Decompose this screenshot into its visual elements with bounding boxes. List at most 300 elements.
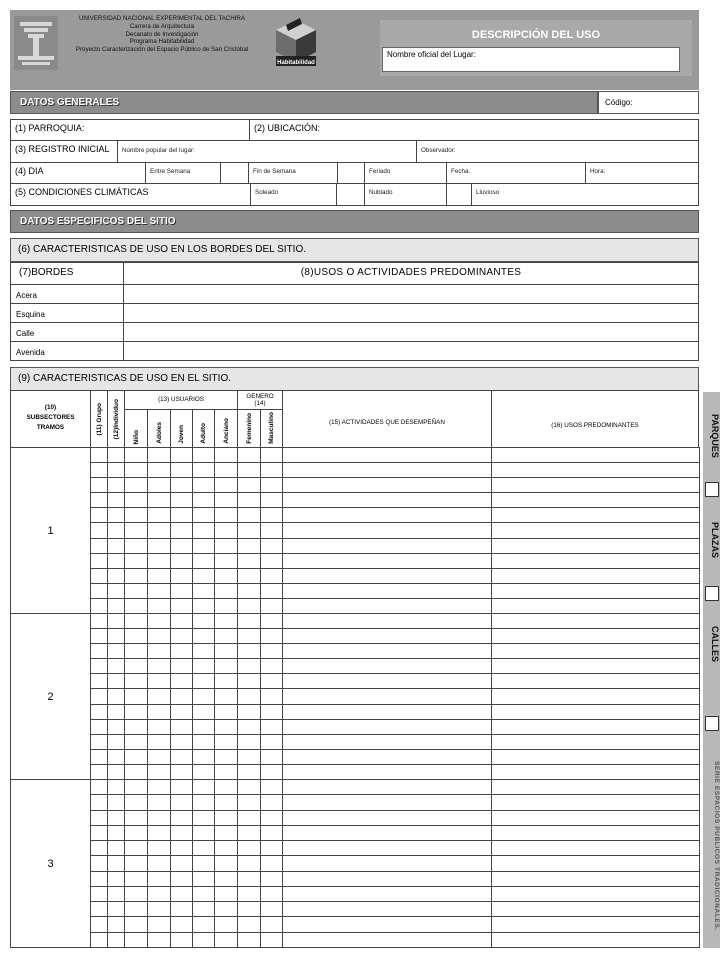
table-cell[interactable] [214,688,238,705]
table-cell[interactable] [147,462,171,478]
table-cell[interactable] [170,507,193,523]
table-cell[interactable] [90,916,108,933]
table-cell[interactable] [282,522,492,539]
table-cell[interactable] [214,628,238,644]
table-cell[interactable] [214,855,238,872]
table-cell[interactable] [192,568,215,584]
table-cell[interactable] [214,673,238,689]
table-cell[interactable] [214,643,238,659]
table-cell[interactable] [170,613,193,629]
table-cell[interactable] [214,840,238,856]
table-cell[interactable] [147,688,171,705]
table-cell[interactable] [170,462,193,478]
table-cell[interactable] [107,840,125,856]
table-cell[interactable] [237,794,261,811]
table-cell[interactable] [170,538,193,554]
table-cell[interactable] [282,901,492,917]
table-cell[interactable] [90,522,108,539]
table-cell[interactable] [107,477,125,493]
table-cell[interactable] [90,840,108,856]
table-cell[interactable] [192,643,215,659]
table-cell[interactable] [237,462,261,478]
table-cell[interactable] [214,886,238,902]
table-cell[interactable] [192,628,215,644]
table-cell[interactable] [214,447,238,463]
table-cell[interactable] [147,794,171,811]
table-cell[interactable] [491,794,700,811]
table-cell[interactable] [260,932,283,948]
table-cell[interactable] [124,568,148,584]
table-cell[interactable] [124,628,148,644]
table-cell[interactable] [192,871,215,887]
table-cell[interactable] [170,779,193,795]
table-cell[interactable] [90,613,108,629]
table-cell[interactable] [192,810,215,826]
table-cell[interactable] [282,492,492,508]
table-cell[interactable] [491,492,700,508]
table-cell[interactable] [491,779,700,795]
table-cell[interactable] [124,855,148,872]
table-cell[interactable] [214,719,238,735]
table-cell[interactable] [170,643,193,659]
parroquia-field[interactable]: (1) PARROQUIA: [10,119,250,141]
table-cell[interactable] [282,840,492,856]
table-cell[interactable] [147,825,171,841]
table-cell[interactable] [124,764,148,780]
table-cell[interactable] [90,462,108,478]
table-cell[interactable] [237,477,261,493]
table-cell[interactable] [90,764,108,780]
table-cell[interactable] [237,901,261,917]
table-cell[interactable] [192,598,215,614]
table-cell[interactable] [170,704,193,720]
table-cell[interactable] [90,688,108,705]
table-cell[interactable] [107,810,125,826]
table-cell[interactable] [107,688,125,705]
table-cell[interactable] [237,855,261,872]
table-cell[interactable] [124,688,148,705]
table-cell[interactable] [237,658,261,674]
table-cell[interactable] [147,643,171,659]
table-cell[interactable] [90,901,108,917]
table-cell[interactable] [237,719,261,735]
table-cell[interactable] [192,779,215,795]
table-cell[interactable] [124,871,148,887]
table-cell[interactable] [192,477,215,493]
table-cell[interactable] [170,734,193,750]
borde-usos-field[interactable] [123,284,699,304]
table-cell[interactable] [237,688,261,705]
table-cell[interactable] [124,810,148,826]
table-cell[interactable] [170,932,193,948]
table-cell[interactable] [192,749,215,765]
table-cell[interactable] [147,764,171,780]
table-cell[interactable] [282,794,492,811]
table-cell[interactable] [214,871,238,887]
table-cell[interactable] [124,704,148,720]
table-cell[interactable] [282,855,492,872]
table-cell[interactable] [147,492,171,508]
table-cell[interactable] [147,855,171,872]
table-cell[interactable] [124,643,148,659]
table-cell[interactable] [214,477,238,493]
table-cell[interactable] [491,598,700,614]
table-cell[interactable] [214,598,238,614]
table-cell[interactable] [147,522,171,539]
table-cell[interactable] [90,598,108,614]
table-cell[interactable] [124,932,148,948]
table-cell[interactable] [214,749,238,765]
table-cell[interactable] [147,613,171,629]
codigo-field[interactable] [598,91,699,114]
table-cell[interactable] [214,916,238,933]
table-cell[interactable] [147,840,171,856]
table-cell[interactable] [192,583,215,599]
table-cell[interactable] [282,673,492,689]
table-cell[interactable] [147,704,171,720]
table-cell[interactable] [491,658,700,674]
table-cell[interactable] [192,734,215,750]
table-cell[interactable] [192,855,215,872]
table-cell[interactable] [237,916,261,933]
table-cell[interactable] [124,825,148,841]
table-cell[interactable] [237,538,261,554]
table-cell[interactable] [107,871,125,887]
table-cell[interactable] [491,507,700,523]
table-cell[interactable] [282,477,492,493]
table-cell[interactable] [491,734,700,750]
table-cell[interactable] [147,810,171,826]
table-cell[interactable] [90,825,108,841]
table-cell[interactable] [260,825,283,841]
table-cell[interactable] [147,477,171,493]
table-cell[interactable] [107,583,125,599]
table-cell[interactable] [237,840,261,856]
table-cell[interactable] [282,688,492,705]
table-cell[interactable] [282,462,492,478]
table-cell[interactable] [192,764,215,780]
table-cell[interactable] [147,658,171,674]
table-cell[interactable] [282,553,492,569]
table-cell[interactable] [90,553,108,569]
table-cell[interactable] [260,553,283,569]
table-cell[interactable] [214,492,238,508]
table-cell[interactable] [491,447,700,463]
table-cell[interactable] [282,568,492,584]
table-cell[interactable] [124,673,148,689]
table-cell[interactable] [260,462,283,478]
table-cell[interactable] [237,871,261,887]
table-cell[interactable] [491,764,700,780]
table-cell[interactable] [282,825,492,841]
table-cell[interactable] [260,522,283,539]
fecha-field[interactable]: Fecha: [446,162,586,184]
table-cell[interactable] [260,886,283,902]
table-cell[interactable] [192,538,215,554]
table-cell[interactable] [491,704,700,720]
table-cell[interactable] [147,719,171,735]
table-cell[interactable] [192,886,215,902]
table-cell[interactable] [282,749,492,765]
table-cell[interactable] [124,553,148,569]
table-cell[interactable] [282,538,492,554]
table-cell[interactable] [282,658,492,674]
table-cell[interactable] [192,688,215,705]
table-cell[interactable] [107,643,125,659]
table-cell[interactable] [260,719,283,735]
table-cell[interactable] [237,522,261,539]
table-cell[interactable] [107,507,125,523]
table-cell[interactable] [192,673,215,689]
nublado-checkbox[interactable] [446,183,472,206]
table-cell[interactable] [214,583,238,599]
table-cell[interactable] [170,871,193,887]
nombre-popular-field[interactable]: Nombre popular del lugar: [117,140,417,163]
table-cell[interactable] [260,764,283,780]
table-cell[interactable] [170,825,193,841]
table-cell[interactable] [124,734,148,750]
table-cell[interactable] [491,477,700,493]
table-cell[interactable] [214,522,238,539]
table-cell[interactable] [491,901,700,917]
table-cell[interactable] [107,613,125,629]
table-cell[interactable] [237,932,261,948]
table-cell[interactable] [260,658,283,674]
table-cell[interactable] [192,901,215,917]
table-cell[interactable] [170,628,193,644]
table-cell[interactable] [260,643,283,659]
table-cell[interactable] [260,916,283,933]
hora-field[interactable]: Hora: [585,162,699,184]
table-cell[interactable] [90,886,108,902]
table-cell[interactable] [214,764,238,780]
table-cell[interactable] [192,613,215,629]
table-cell[interactable] [237,704,261,720]
table-cell[interactable] [107,553,125,569]
table-cell[interactable] [107,538,125,554]
table-cell[interactable] [170,673,193,689]
table-cell[interactable] [214,779,238,795]
table-cell[interactable] [237,749,261,765]
table-cell[interactable] [90,810,108,826]
table-cell[interactable] [147,749,171,765]
table-cell[interactable] [491,553,700,569]
table-cell[interactable] [124,749,148,765]
table-cell[interactable] [282,719,492,735]
table-cell[interactable] [214,810,238,826]
table-cell[interactable] [260,901,283,917]
table-cell[interactable] [147,538,171,554]
table-cell[interactable] [192,522,215,539]
table-cell[interactable] [260,598,283,614]
table-cell[interactable] [90,673,108,689]
table-cell[interactable] [192,704,215,720]
table-cell[interactable] [107,764,125,780]
table-cell[interactable] [282,916,492,933]
table-cell[interactable] [282,598,492,614]
table-cell[interactable] [90,477,108,493]
table-cell[interactable] [90,719,108,735]
table-cell[interactable] [491,840,700,856]
table-cell[interactable] [260,583,283,599]
table-cell[interactable] [260,734,283,750]
table-cell[interactable] [107,855,125,872]
table-cell[interactable] [90,568,108,584]
table-cell[interactable] [214,794,238,811]
table-cell[interactable] [260,447,283,463]
table-cell[interactable] [170,749,193,765]
table-cell[interactable] [124,447,148,463]
table-cell[interactable] [260,871,283,887]
table-cell[interactable] [237,734,261,750]
table-cell[interactable] [147,628,171,644]
table-cell[interactable] [491,613,700,629]
table-cell[interactable] [107,522,125,539]
ubicacion-field[interactable]: (2) UBICACIÓN: [249,119,699,141]
table-cell[interactable] [170,492,193,508]
table-cell[interactable] [124,507,148,523]
table-cell[interactable] [107,916,125,933]
borde-usos-field[interactable] [123,341,699,361]
table-cell[interactable] [491,855,700,872]
table-cell[interactable] [107,598,125,614]
table-cell[interactable] [237,583,261,599]
table-cell[interactable] [90,507,108,523]
table-cell[interactable] [214,568,238,584]
table-cell[interactable] [282,583,492,599]
table-cell[interactable] [90,492,108,508]
table-cell[interactable] [214,462,238,478]
table-cell[interactable] [260,794,283,811]
plazas-checkbox[interactable] [705,586,719,601]
table-cell[interactable] [282,447,492,463]
table-cell[interactable] [237,673,261,689]
table-cell[interactable] [147,673,171,689]
table-cell[interactable] [170,764,193,780]
table-cell[interactable] [192,840,215,856]
table-cell[interactable] [491,825,700,841]
table-cell[interactable] [491,673,700,689]
table-cell[interactable] [237,598,261,614]
table-cell[interactable] [282,613,492,629]
table-cell[interactable] [237,628,261,644]
table-cell[interactable] [282,643,492,659]
table-cell[interactable] [214,507,238,523]
table-cell[interactable] [214,734,238,750]
table-cell[interactable] [147,901,171,917]
table-cell[interactable] [147,779,171,795]
table-cell[interactable] [90,779,108,795]
nombre-oficial-field[interactable] [382,47,680,72]
table-cell[interactable] [192,932,215,948]
table-cell[interactable] [124,613,148,629]
table-cell[interactable] [491,462,700,478]
table-cell[interactable] [147,916,171,933]
table-cell[interactable] [491,749,700,765]
observador-field[interactable]: Observador: [416,140,699,163]
table-cell[interactable] [260,628,283,644]
table-cell[interactable] [237,553,261,569]
table-cell[interactable] [147,447,171,463]
table-cell[interactable] [282,704,492,720]
table-cell[interactable] [192,462,215,478]
table-cell[interactable] [107,932,125,948]
table-cell[interactable] [124,658,148,674]
table-cell[interactable] [282,886,492,902]
table-cell[interactable] [90,643,108,659]
table-cell[interactable] [170,855,193,872]
table-cell[interactable] [237,447,261,463]
table-cell[interactable] [491,643,700,659]
table-cell[interactable] [237,886,261,902]
table-cell[interactable] [170,568,193,584]
soleado-checkbox[interactable] [336,183,365,206]
table-cell[interactable] [237,779,261,795]
table-cell[interactable] [124,583,148,599]
table-cell[interactable] [90,871,108,887]
table-cell[interactable] [170,916,193,933]
table-cell[interactable] [107,825,125,841]
calles-checkbox[interactable] [705,716,719,731]
table-cell[interactable] [107,658,125,674]
table-cell[interactable] [260,779,283,795]
table-cell[interactable] [237,492,261,508]
table-cell[interactable] [260,704,283,720]
table-cell[interactable] [260,749,283,765]
table-cell[interactable] [107,794,125,811]
table-cell[interactable] [491,932,700,948]
borde-usos-field[interactable] [123,322,699,342]
table-cell[interactable] [192,916,215,933]
parques-checkbox[interactable] [705,482,719,497]
table-cell[interactable] [214,704,238,720]
table-cell[interactable] [260,673,283,689]
table-cell[interactable] [147,734,171,750]
table-cell[interactable] [237,810,261,826]
entre-semana-checkbox[interactable] [220,162,249,184]
table-cell[interactable] [90,749,108,765]
table-cell[interactable] [214,538,238,554]
table-cell[interactable] [147,598,171,614]
table-cell[interactable] [124,462,148,478]
table-cell[interactable] [491,810,700,826]
table-cell[interactable] [170,794,193,811]
table-cell[interactable] [107,749,125,765]
table-cell[interactable] [124,794,148,811]
table-cell[interactable] [491,628,700,644]
table-cell[interactable] [282,932,492,948]
table-cell[interactable] [90,855,108,872]
table-cell[interactable] [192,719,215,735]
table-cell[interactable] [147,583,171,599]
table-cell[interactable] [124,840,148,856]
table-cell[interactable] [170,810,193,826]
table-cell[interactable] [107,901,125,917]
table-cell[interactable] [237,643,261,659]
table-cell[interactable] [260,840,283,856]
table-cell[interactable] [170,522,193,539]
table-cell[interactable] [260,507,283,523]
table-cell[interactable] [90,658,108,674]
table-cell[interactable] [282,764,492,780]
table-cell[interactable] [214,553,238,569]
fin-de-semana-checkbox[interactable] [337,162,365,184]
table-cell[interactable] [107,719,125,735]
table-cell[interactable] [214,932,238,948]
table-cell[interactable] [147,886,171,902]
table-cell[interactable] [192,553,215,569]
table-cell[interactable] [237,507,261,523]
